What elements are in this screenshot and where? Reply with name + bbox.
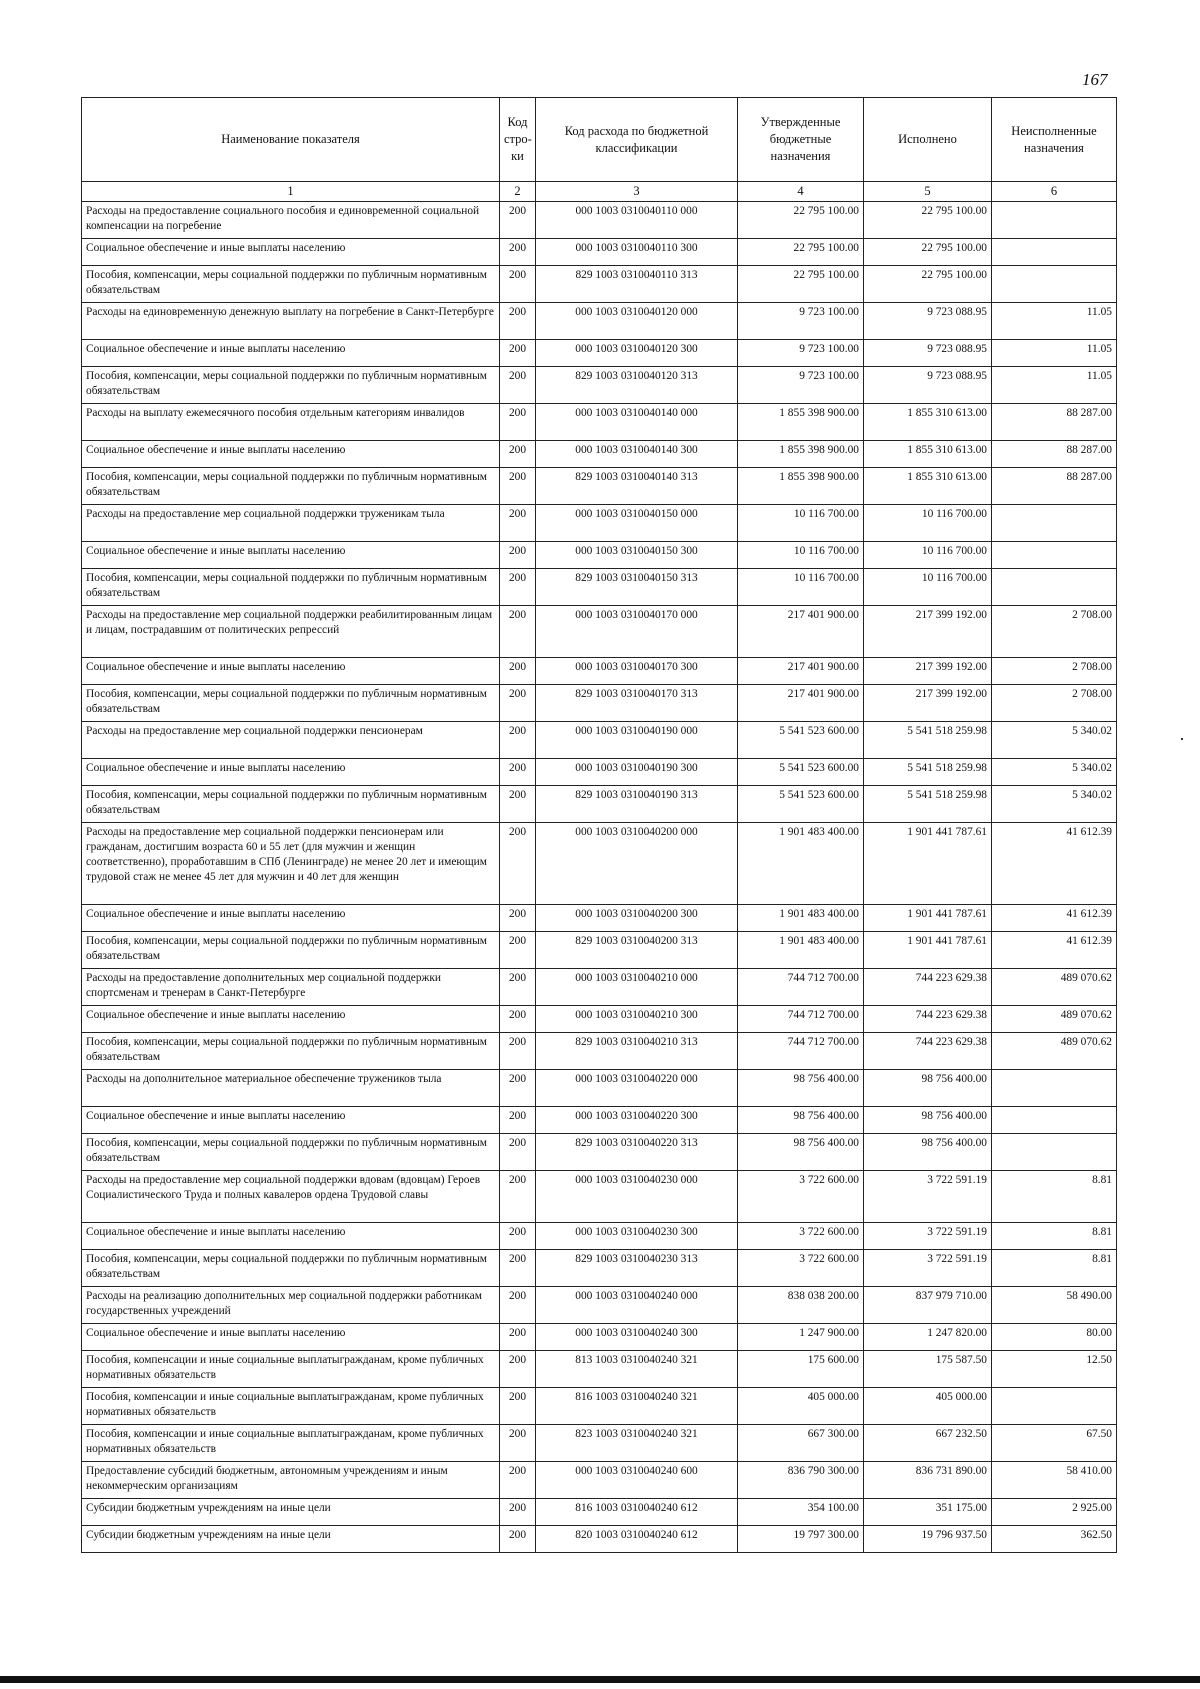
executed-amount-cell: 3 722 591.19 bbox=[864, 1250, 992, 1287]
approved-amount-cell: 217 401 900.00 bbox=[738, 606, 864, 658]
scan-speck bbox=[1181, 738, 1183, 740]
budget-code-cell: 829 1003 0310040110 313 bbox=[536, 266, 738, 303]
indicator-name-cell: Пособия, компенсации, меры социальной поддержки по публичным нормативным обязательствам bbox=[82, 1250, 500, 1287]
table-row bbox=[82, 1324, 1117, 1351]
budget-code-cell: 000 1003 0310040190 300 bbox=[536, 759, 738, 786]
approved-amount-cell: 1 901 483 400.00 bbox=[738, 905, 864, 932]
budget-code-cell: 816 1003 0310040240 612 bbox=[536, 1499, 738, 1526]
line-code-cell: 200 bbox=[500, 1223, 536, 1250]
budget-code-cell: 829 1003 0310040230 313 bbox=[536, 1250, 738, 1287]
table-row bbox=[82, 1462, 1117, 1499]
budget-code-cell: 000 1003 0310040110 000 bbox=[536, 202, 738, 239]
column-number: 4 bbox=[738, 182, 864, 202]
executed-amount-cell: 5 541 518 259.98 bbox=[864, 759, 992, 786]
line-code-cell: 200 bbox=[500, 969, 536, 1006]
budget-code-cell: 000 1003 0310040170 000 bbox=[536, 606, 738, 658]
table-row bbox=[82, 1499, 1117, 1526]
executed-amount-cell: 405 000.00 bbox=[864, 1388, 992, 1425]
executed-amount-cell: 1 247 820.00 bbox=[864, 1324, 992, 1351]
approved-amount-cell: 667 300.00 bbox=[738, 1425, 864, 1462]
budget-code-cell: 829 1003 0310040120 313 bbox=[536, 367, 738, 404]
approved-amount-cell: 217 401 900.00 bbox=[738, 685, 864, 722]
line-code-cell: 200 bbox=[500, 367, 536, 404]
header-executed: Исполнено bbox=[864, 98, 992, 182]
executed-amount-cell: 9 723 088.95 bbox=[864, 303, 992, 340]
approved-amount-cell: 98 756 400.00 bbox=[738, 1134, 864, 1171]
approved-amount-cell: 354 100.00 bbox=[738, 1499, 864, 1526]
table-row bbox=[82, 685, 1117, 722]
unexecuted-amount-cell: 2 925.00 bbox=[992, 1499, 1117, 1526]
indicator-name-cell: Пособия, компенсации, меры социальной поддержки по публичным нормативным обязательствам bbox=[82, 685, 500, 722]
line-code-cell: 200 bbox=[500, 340, 536, 367]
column-number: 5 bbox=[864, 182, 992, 202]
table-row bbox=[82, 1171, 1117, 1223]
table-row bbox=[82, 1250, 1117, 1287]
budget-code-cell: 000 1003 0310040150 300 bbox=[536, 542, 738, 569]
unexecuted-amount-cell: 88 287.00 bbox=[992, 404, 1117, 441]
table-row bbox=[82, 1134, 1117, 1171]
approved-amount-cell: 10 116 700.00 bbox=[738, 505, 864, 542]
approved-amount-cell: 836 790 300.00 bbox=[738, 1462, 864, 1499]
executed-amount-cell: 1 901 441 787.61 bbox=[864, 932, 992, 969]
executed-amount-cell: 5 541 518 259.98 bbox=[864, 786, 992, 823]
unexecuted-amount-cell: 5 340.02 bbox=[992, 722, 1117, 759]
table-row bbox=[82, 1223, 1117, 1250]
executed-amount-cell: 744 223 629.38 bbox=[864, 1033, 992, 1070]
unexecuted-amount-cell: 5 340.02 bbox=[992, 759, 1117, 786]
line-code-cell: 200 bbox=[500, 505, 536, 542]
line-code-cell: 200 bbox=[500, 1171, 536, 1223]
header-line-code: Код стро-ки bbox=[500, 98, 536, 182]
approved-amount-cell: 9 723 100.00 bbox=[738, 303, 864, 340]
line-code-cell: 200 bbox=[500, 468, 536, 505]
unexecuted-amount-cell: 12.50 bbox=[992, 1351, 1117, 1388]
unexecuted-amount-cell: 11.05 bbox=[992, 303, 1117, 340]
header-approved: Утвержденные бюджетные назначения bbox=[738, 98, 864, 182]
indicator-name-cell: Расходы на единовременную денежную выплату на погребение в Санкт-Петербурге bbox=[82, 303, 500, 340]
approved-amount-cell: 98 756 400.00 bbox=[738, 1070, 864, 1107]
indicator-name-cell: Пособия, компенсации, меры социальной поддержки по публичным нормативным обязательствам bbox=[82, 266, 500, 303]
executed-amount-cell: 98 756 400.00 bbox=[864, 1134, 992, 1171]
indicator-name-cell: Социальное обеспечение и иные выплаты населению bbox=[82, 340, 500, 367]
table-row bbox=[82, 1070, 1117, 1107]
indicator-name-cell: Расходы на предоставление социального пособия и единовременной социальной компенсации на погребение bbox=[82, 202, 500, 239]
budget-code-cell: 000 1003 0310040230 000 bbox=[536, 1171, 738, 1223]
unexecuted-amount-cell: 67.50 bbox=[992, 1425, 1117, 1462]
approved-amount-cell: 1 247 900.00 bbox=[738, 1324, 864, 1351]
approved-amount-cell: 175 600.00 bbox=[738, 1351, 864, 1388]
header-budget-code: Код расхода по бюджетной классификации bbox=[536, 98, 738, 182]
line-code-cell: 200 bbox=[500, 1134, 536, 1171]
unexecuted-amount-cell bbox=[992, 1134, 1117, 1171]
column-number: 3 bbox=[536, 182, 738, 202]
line-code-cell: 200 bbox=[500, 1250, 536, 1287]
executed-amount-cell: 351 175.00 bbox=[864, 1499, 992, 1526]
table-row bbox=[82, 468, 1117, 505]
indicator-name-cell: Пособия, компенсации, меры социальной поддержки по публичным нормативным обязательствам bbox=[82, 468, 500, 505]
indicator-name-cell: Социальное обеспечение и иные выплаты населению bbox=[82, 759, 500, 786]
table-row bbox=[82, 606, 1117, 658]
budget-code-cell: 829 1003 0310040190 313 bbox=[536, 786, 738, 823]
indicator-name-cell: Социальное обеспечение и иные выплаты населению bbox=[82, 905, 500, 932]
unexecuted-amount-cell: 489 070.62 bbox=[992, 1006, 1117, 1033]
approved-amount-cell: 5 541 523 600.00 bbox=[738, 786, 864, 823]
indicator-name-cell: Социальное обеспечение и иные выплаты населению bbox=[82, 542, 500, 569]
budget-code-cell: 000 1003 0310040150 000 bbox=[536, 505, 738, 542]
approved-amount-cell: 22 795 100.00 bbox=[738, 202, 864, 239]
executed-amount-cell: 1 855 310 613.00 bbox=[864, 441, 992, 468]
executed-amount-cell: 217 399 192.00 bbox=[864, 658, 992, 685]
line-code-cell: 200 bbox=[500, 1351, 536, 1388]
table-row bbox=[82, 823, 1117, 905]
indicator-name-cell: Пособия, компенсации и иные социальные выплатыгражданам, кроме публичных нормативных обязательств bbox=[82, 1351, 500, 1388]
budget-code-cell: 820 1003 0310040240 612 bbox=[536, 1526, 738, 1553]
approved-amount-cell: 22 795 100.00 bbox=[738, 266, 864, 303]
approved-amount-cell: 5 541 523 600.00 bbox=[738, 759, 864, 786]
line-code-cell: 200 bbox=[500, 441, 536, 468]
unexecuted-amount-cell bbox=[992, 1070, 1117, 1107]
unexecuted-amount-cell bbox=[992, 239, 1117, 266]
budget-code-cell: 000 1003 0310040240 600 bbox=[536, 1462, 738, 1499]
unexecuted-amount-cell: 8.81 bbox=[992, 1223, 1117, 1250]
table-row bbox=[82, 932, 1117, 969]
table-row bbox=[82, 722, 1117, 759]
executed-amount-cell: 10 116 700.00 bbox=[864, 569, 992, 606]
executed-amount-cell: 217 399 192.00 bbox=[864, 685, 992, 722]
indicator-name-cell: Расходы на предоставление мер социальной поддержки пенсионерам bbox=[82, 722, 500, 759]
approved-amount-cell: 744 712 700.00 bbox=[738, 1033, 864, 1070]
indicator-name-cell: Пособия, компенсации, меры социальной поддержки по публичным нормативным обязательствам bbox=[82, 569, 500, 606]
budget-code-cell: 000 1003 0310040120 300 bbox=[536, 340, 738, 367]
executed-amount-cell: 3 722 591.19 bbox=[864, 1223, 992, 1250]
approved-amount-cell: 838 038 200.00 bbox=[738, 1287, 864, 1324]
line-code-cell: 200 bbox=[500, 905, 536, 932]
table-row bbox=[82, 441, 1117, 468]
unexecuted-amount-cell bbox=[992, 1107, 1117, 1134]
executed-amount-cell: 1 855 310 613.00 bbox=[864, 468, 992, 505]
page-number: 167 bbox=[1082, 70, 1108, 89]
budget-code-cell: 829 1003 0310040220 313 bbox=[536, 1134, 738, 1171]
budget-code-cell: 000 1003 0310040200 000 bbox=[536, 823, 738, 905]
indicator-name-cell: Пособия, компенсации и иные социальные выплатыгражданам, кроме публичных нормативных обязательств bbox=[82, 1388, 500, 1425]
column-number-row bbox=[82, 182, 1117, 202]
table-row bbox=[82, 905, 1117, 932]
line-code-cell: 200 bbox=[500, 1462, 536, 1499]
table-row bbox=[82, 367, 1117, 404]
unexecuted-amount-cell: 88 287.00 bbox=[992, 441, 1117, 468]
line-code-cell: 200 bbox=[500, 404, 536, 441]
unexecuted-amount-cell: 41 612.39 bbox=[992, 932, 1117, 969]
indicator-name-cell: Социальное обеспечение и иные выплаты населению bbox=[82, 1006, 500, 1033]
line-code-cell: 200 bbox=[500, 1388, 536, 1425]
table-row bbox=[82, 658, 1117, 685]
approved-amount-cell: 3 722 600.00 bbox=[738, 1250, 864, 1287]
line-code-cell: 200 bbox=[500, 1107, 536, 1134]
approved-amount-cell: 5 541 523 600.00 bbox=[738, 722, 864, 759]
column-number: 6 bbox=[992, 182, 1117, 202]
table-row bbox=[82, 1287, 1117, 1324]
line-code-cell: 200 bbox=[500, 303, 536, 340]
budget-code-cell: 829 1003 0310040210 313 bbox=[536, 1033, 738, 1070]
indicator-name-cell: Социальное обеспечение и иные выплаты населению bbox=[82, 1324, 500, 1351]
budget-code-cell: 000 1003 0310040220 000 bbox=[536, 1070, 738, 1107]
approved-amount-cell: 217 401 900.00 bbox=[738, 658, 864, 685]
column-number: 2 bbox=[500, 182, 536, 202]
table-row bbox=[82, 759, 1117, 786]
unexecuted-amount-cell: 58 410.00 bbox=[992, 1462, 1117, 1499]
unexecuted-amount-cell: 41 612.39 bbox=[992, 905, 1117, 932]
line-code-cell: 200 bbox=[500, 239, 536, 266]
budget-code-cell: 816 1003 0310040240 321 bbox=[536, 1388, 738, 1425]
table-row bbox=[82, 1526, 1117, 1553]
unexecuted-amount-cell: 489 070.62 bbox=[992, 1033, 1117, 1070]
budget-code-cell: 813 1003 0310040240 321 bbox=[536, 1351, 738, 1388]
executed-amount-cell: 22 795 100.00 bbox=[864, 202, 992, 239]
indicator-name-cell: Социальное обеспечение и иные выплаты населению bbox=[82, 239, 500, 266]
unexecuted-amount-cell bbox=[992, 266, 1117, 303]
indicator-name-cell: Пособия, компенсации, меры социальной поддержки по публичным нормативным обязательствам bbox=[82, 786, 500, 823]
executed-amount-cell: 836 731 890.00 bbox=[864, 1462, 992, 1499]
line-code-cell: 200 bbox=[500, 658, 536, 685]
budget-code-cell: 000 1003 0310040220 300 bbox=[536, 1107, 738, 1134]
table-row bbox=[82, 1425, 1117, 1462]
indicator-name-cell: Расходы на предоставление мер социальной поддержки пенсионерам или гражданам, достигшим возраста 60 и 55 лет (для мужчин и женщин соответственно), проработавшим в СПб (Ленинграде) не менее 20 лет и имеющим трудовой стаж не менее 45 лет для мужчин и 40 лет для женщин bbox=[82, 823, 500, 905]
executed-amount-cell: 1 855 310 613.00 bbox=[864, 404, 992, 441]
line-code-cell: 200 bbox=[500, 786, 536, 823]
budget-code-cell: 829 1003 0310040150 313 bbox=[536, 569, 738, 606]
budget-code-cell: 000 1003 0310040140 000 bbox=[536, 404, 738, 441]
indicator-name-cell: Расходы на выплату ежемесячного пособия отдельным категориям инвалидов bbox=[82, 404, 500, 441]
unexecuted-amount-cell: 8.81 bbox=[992, 1250, 1117, 1287]
approved-amount-cell: 405 000.00 bbox=[738, 1388, 864, 1425]
budget-code-cell: 000 1003 0310040110 300 bbox=[536, 239, 738, 266]
unexecuted-amount-cell: 489 070.62 bbox=[992, 969, 1117, 1006]
column-number: 1 bbox=[82, 182, 500, 202]
budget-code-cell: 000 1003 0310040170 300 bbox=[536, 658, 738, 685]
line-code-cell: 200 bbox=[500, 1526, 536, 1553]
indicator-name-cell: Расходы на предоставление дополнительных мер социальной поддержки спортсменам и тренерам в Санкт-Петербурге bbox=[82, 969, 500, 1006]
indicator-name-cell: Расходы на предоставление мер социальной поддержки труженикам тыла bbox=[82, 505, 500, 542]
indicator-name-cell: Субсидии бюджетным учреждениям на иные цели bbox=[82, 1499, 500, 1526]
budget-execution-table bbox=[81, 97, 1117, 1553]
approved-amount-cell: 10 116 700.00 bbox=[738, 542, 864, 569]
unexecuted-amount-cell: 2 708.00 bbox=[992, 658, 1117, 685]
line-code-cell: 200 bbox=[500, 569, 536, 606]
line-code-cell: 200 bbox=[500, 266, 536, 303]
unexecuted-amount-cell: 80.00 bbox=[992, 1324, 1117, 1351]
executed-amount-cell: 5 541 518 259.98 bbox=[864, 722, 992, 759]
table-row bbox=[82, 266, 1117, 303]
approved-amount-cell: 22 795 100.00 bbox=[738, 239, 864, 266]
unexecuted-amount-cell bbox=[992, 505, 1117, 542]
executed-amount-cell: 837 979 710.00 bbox=[864, 1287, 992, 1324]
indicator-name-cell: Пособия, компенсации, меры социальной поддержки по публичным нормативным обязательствам bbox=[82, 367, 500, 404]
unexecuted-amount-cell: 2 708.00 bbox=[992, 685, 1117, 722]
indicator-name-cell: Пособия, компенсации, меры социальной поддержки по публичным нормативным обязательствам bbox=[82, 932, 500, 969]
line-code-cell: 200 bbox=[500, 1006, 536, 1033]
line-code-cell: 200 bbox=[500, 1287, 536, 1324]
indicator-name-cell: Социальное обеспечение и иные выплаты населению bbox=[82, 1107, 500, 1134]
unexecuted-amount-cell: 8.81 bbox=[992, 1171, 1117, 1223]
line-code-cell: 200 bbox=[500, 606, 536, 658]
approved-amount-cell: 98 756 400.00 bbox=[738, 1107, 864, 1134]
executed-amount-cell: 217 399 192.00 bbox=[864, 606, 992, 658]
line-code-cell: 200 bbox=[500, 759, 536, 786]
approved-amount-cell: 10 116 700.00 bbox=[738, 569, 864, 606]
budget-code-cell: 000 1003 0310040120 000 bbox=[536, 303, 738, 340]
line-code-cell: 200 bbox=[500, 542, 536, 569]
budget-code-cell: 000 1003 0310040190 000 bbox=[536, 722, 738, 759]
executed-amount-cell: 667 232.50 bbox=[864, 1425, 992, 1462]
line-code-cell: 200 bbox=[500, 1033, 536, 1070]
budget-code-cell: 000 1003 0310040140 300 bbox=[536, 441, 738, 468]
table-row bbox=[82, 202, 1117, 239]
table-row bbox=[82, 1351, 1117, 1388]
table-row bbox=[82, 542, 1117, 569]
executed-amount-cell: 9 723 088.95 bbox=[864, 367, 992, 404]
budget-code-cell: 000 1003 0310040240 000 bbox=[536, 1287, 738, 1324]
executed-amount-cell: 98 756 400.00 bbox=[864, 1107, 992, 1134]
executed-amount-cell: 10 116 700.00 bbox=[864, 542, 992, 569]
line-code-cell: 200 bbox=[500, 932, 536, 969]
approved-amount-cell: 19 797 300.00 bbox=[738, 1526, 864, 1553]
approved-amount-cell: 744 712 700.00 bbox=[738, 969, 864, 1006]
header-indicator-name: Наименование показателя bbox=[82, 98, 500, 182]
indicator-name-cell: Пособия, компенсации, меры социальной поддержки по публичным нормативным обязательствам bbox=[82, 1134, 500, 1171]
line-code-cell: 200 bbox=[500, 1070, 536, 1107]
line-code-cell: 200 bbox=[500, 1499, 536, 1526]
approved-amount-cell: 3 722 600.00 bbox=[738, 1171, 864, 1223]
line-code-cell: 200 bbox=[500, 1324, 536, 1351]
budget-code-cell: 823 1003 0310040240 321 bbox=[536, 1425, 738, 1462]
approved-amount-cell: 9 723 100.00 bbox=[738, 367, 864, 404]
indicator-name-cell: Пособия, компенсации, меры социальной поддержки по публичным нормативным обязательствам bbox=[82, 1033, 500, 1070]
unexecuted-amount-cell: 88 287.00 bbox=[992, 468, 1117, 505]
executed-amount-cell: 1 901 441 787.61 bbox=[864, 823, 992, 905]
unexecuted-amount-cell: 58 490.00 bbox=[992, 1287, 1117, 1324]
approved-amount-cell: 1 901 483 400.00 bbox=[738, 823, 864, 905]
scan-bottom-edge bbox=[0, 1676, 1200, 1683]
header-unexecuted: Неисполненные назначения bbox=[992, 98, 1117, 182]
table-row bbox=[82, 1033, 1117, 1070]
approved-amount-cell: 1 855 398 900.00 bbox=[738, 441, 864, 468]
line-code-cell: 200 bbox=[500, 722, 536, 759]
indicator-name-cell: Социальное обеспечение и иные выплаты населению bbox=[82, 441, 500, 468]
table-row bbox=[82, 1006, 1117, 1033]
unexecuted-amount-cell bbox=[992, 1388, 1117, 1425]
line-code-cell: 200 bbox=[500, 685, 536, 722]
table-row bbox=[82, 404, 1117, 441]
executed-amount-cell: 1 901 441 787.61 bbox=[864, 905, 992, 932]
executed-amount-cell: 9 723 088.95 bbox=[864, 340, 992, 367]
approved-amount-cell: 744 712 700.00 bbox=[738, 1006, 864, 1033]
approved-amount-cell: 9 723 100.00 bbox=[738, 340, 864, 367]
table-row bbox=[82, 239, 1117, 266]
budget-code-cell: 000 1003 0310040230 300 bbox=[536, 1223, 738, 1250]
table-row bbox=[82, 505, 1117, 542]
table-row bbox=[82, 340, 1117, 367]
indicator-name-cell: Субсидии бюджетным учреждениям на иные цели bbox=[82, 1526, 500, 1553]
unexecuted-amount-cell: 41 612.39 bbox=[992, 823, 1117, 905]
unexecuted-amount-cell: 11.05 bbox=[992, 340, 1117, 367]
executed-amount-cell: 175 587.50 bbox=[864, 1351, 992, 1388]
unexecuted-amount-cell: 2 708.00 bbox=[992, 606, 1117, 658]
executed-amount-cell: 19 796 937.50 bbox=[864, 1526, 992, 1553]
executed-amount-cell: 10 116 700.00 bbox=[864, 505, 992, 542]
table-row bbox=[82, 1388, 1117, 1425]
table-row bbox=[82, 969, 1117, 1006]
indicator-name-cell: Предоставление субсидий бюджетным, автономным учреждениям и иным некоммерческим организациям bbox=[82, 1462, 500, 1499]
table-row bbox=[82, 569, 1117, 606]
indicator-name-cell: Расходы на предоставление мер социальной поддержки вдовам (вдовцам) Героев Социалистического Труда и полных кавалеров ордена Трудовой славы bbox=[82, 1171, 500, 1223]
indicator-name-cell: Социальное обеспечение и иные выплаты населению bbox=[82, 658, 500, 685]
executed-amount-cell: 3 722 591.19 bbox=[864, 1171, 992, 1223]
indicator-name-cell: Расходы на реализацию дополнительных мер социальной поддержки работникам государственных учреждений bbox=[82, 1287, 500, 1324]
table-row bbox=[82, 1107, 1117, 1134]
executed-amount-cell: 744 223 629.38 bbox=[864, 1006, 992, 1033]
approved-amount-cell: 1 901 483 400.00 bbox=[738, 932, 864, 969]
line-code-cell: 200 bbox=[500, 1425, 536, 1462]
line-code-cell: 200 bbox=[500, 823, 536, 905]
executed-amount-cell: 22 795 100.00 bbox=[864, 266, 992, 303]
indicator-name-cell: Расходы на дополнительное материальное обеспечение тружеников тыла bbox=[82, 1070, 500, 1107]
indicator-name-cell: Пособия, компенсации и иные социальные выплатыгражданам, кроме публичных нормативных обязательств bbox=[82, 1425, 500, 1462]
indicator-name-cell: Социальное обеспечение и иные выплаты населению bbox=[82, 1223, 500, 1250]
unexecuted-amount-cell: 362.50 bbox=[992, 1526, 1117, 1553]
unexecuted-amount-cell: 11.05 bbox=[992, 367, 1117, 404]
table-body bbox=[82, 202, 1117, 1553]
budget-code-cell: 829 1003 0310040200 313 bbox=[536, 932, 738, 969]
header-row bbox=[82, 98, 1117, 182]
executed-amount-cell: 744 223 629.38 bbox=[864, 969, 992, 1006]
budget-code-cell: 829 1003 0310040170 313 bbox=[536, 685, 738, 722]
table-row bbox=[82, 303, 1117, 340]
executed-amount-cell: 98 756 400.00 bbox=[864, 1070, 992, 1107]
budget-code-cell: 000 1003 0310040210 000 bbox=[536, 969, 738, 1006]
unexecuted-amount-cell bbox=[992, 569, 1117, 606]
unexecuted-amount-cell: 5 340.02 bbox=[992, 786, 1117, 823]
line-code-cell: 200 bbox=[500, 202, 536, 239]
approved-amount-cell: 1 855 398 900.00 bbox=[738, 468, 864, 505]
unexecuted-amount-cell bbox=[992, 202, 1117, 239]
budget-code-cell: 829 1003 0310040140 313 bbox=[536, 468, 738, 505]
approved-amount-cell: 3 722 600.00 bbox=[738, 1223, 864, 1250]
budget-code-cell: 000 1003 0310040210 300 bbox=[536, 1006, 738, 1033]
table-row bbox=[82, 786, 1117, 823]
executed-amount-cell: 22 795 100.00 bbox=[864, 239, 992, 266]
approved-amount-cell: 1 855 398 900.00 bbox=[738, 404, 864, 441]
unexecuted-amount-cell bbox=[992, 542, 1117, 569]
budget-code-cell: 000 1003 0310040200 300 bbox=[536, 905, 738, 932]
indicator-name-cell: Расходы на предоставление мер социальной поддержки реабилитированным лицам и лицам, пострадавшим от политических репрессий bbox=[82, 606, 500, 658]
budget-code-cell: 000 1003 0310040240 300 bbox=[536, 1324, 738, 1351]
